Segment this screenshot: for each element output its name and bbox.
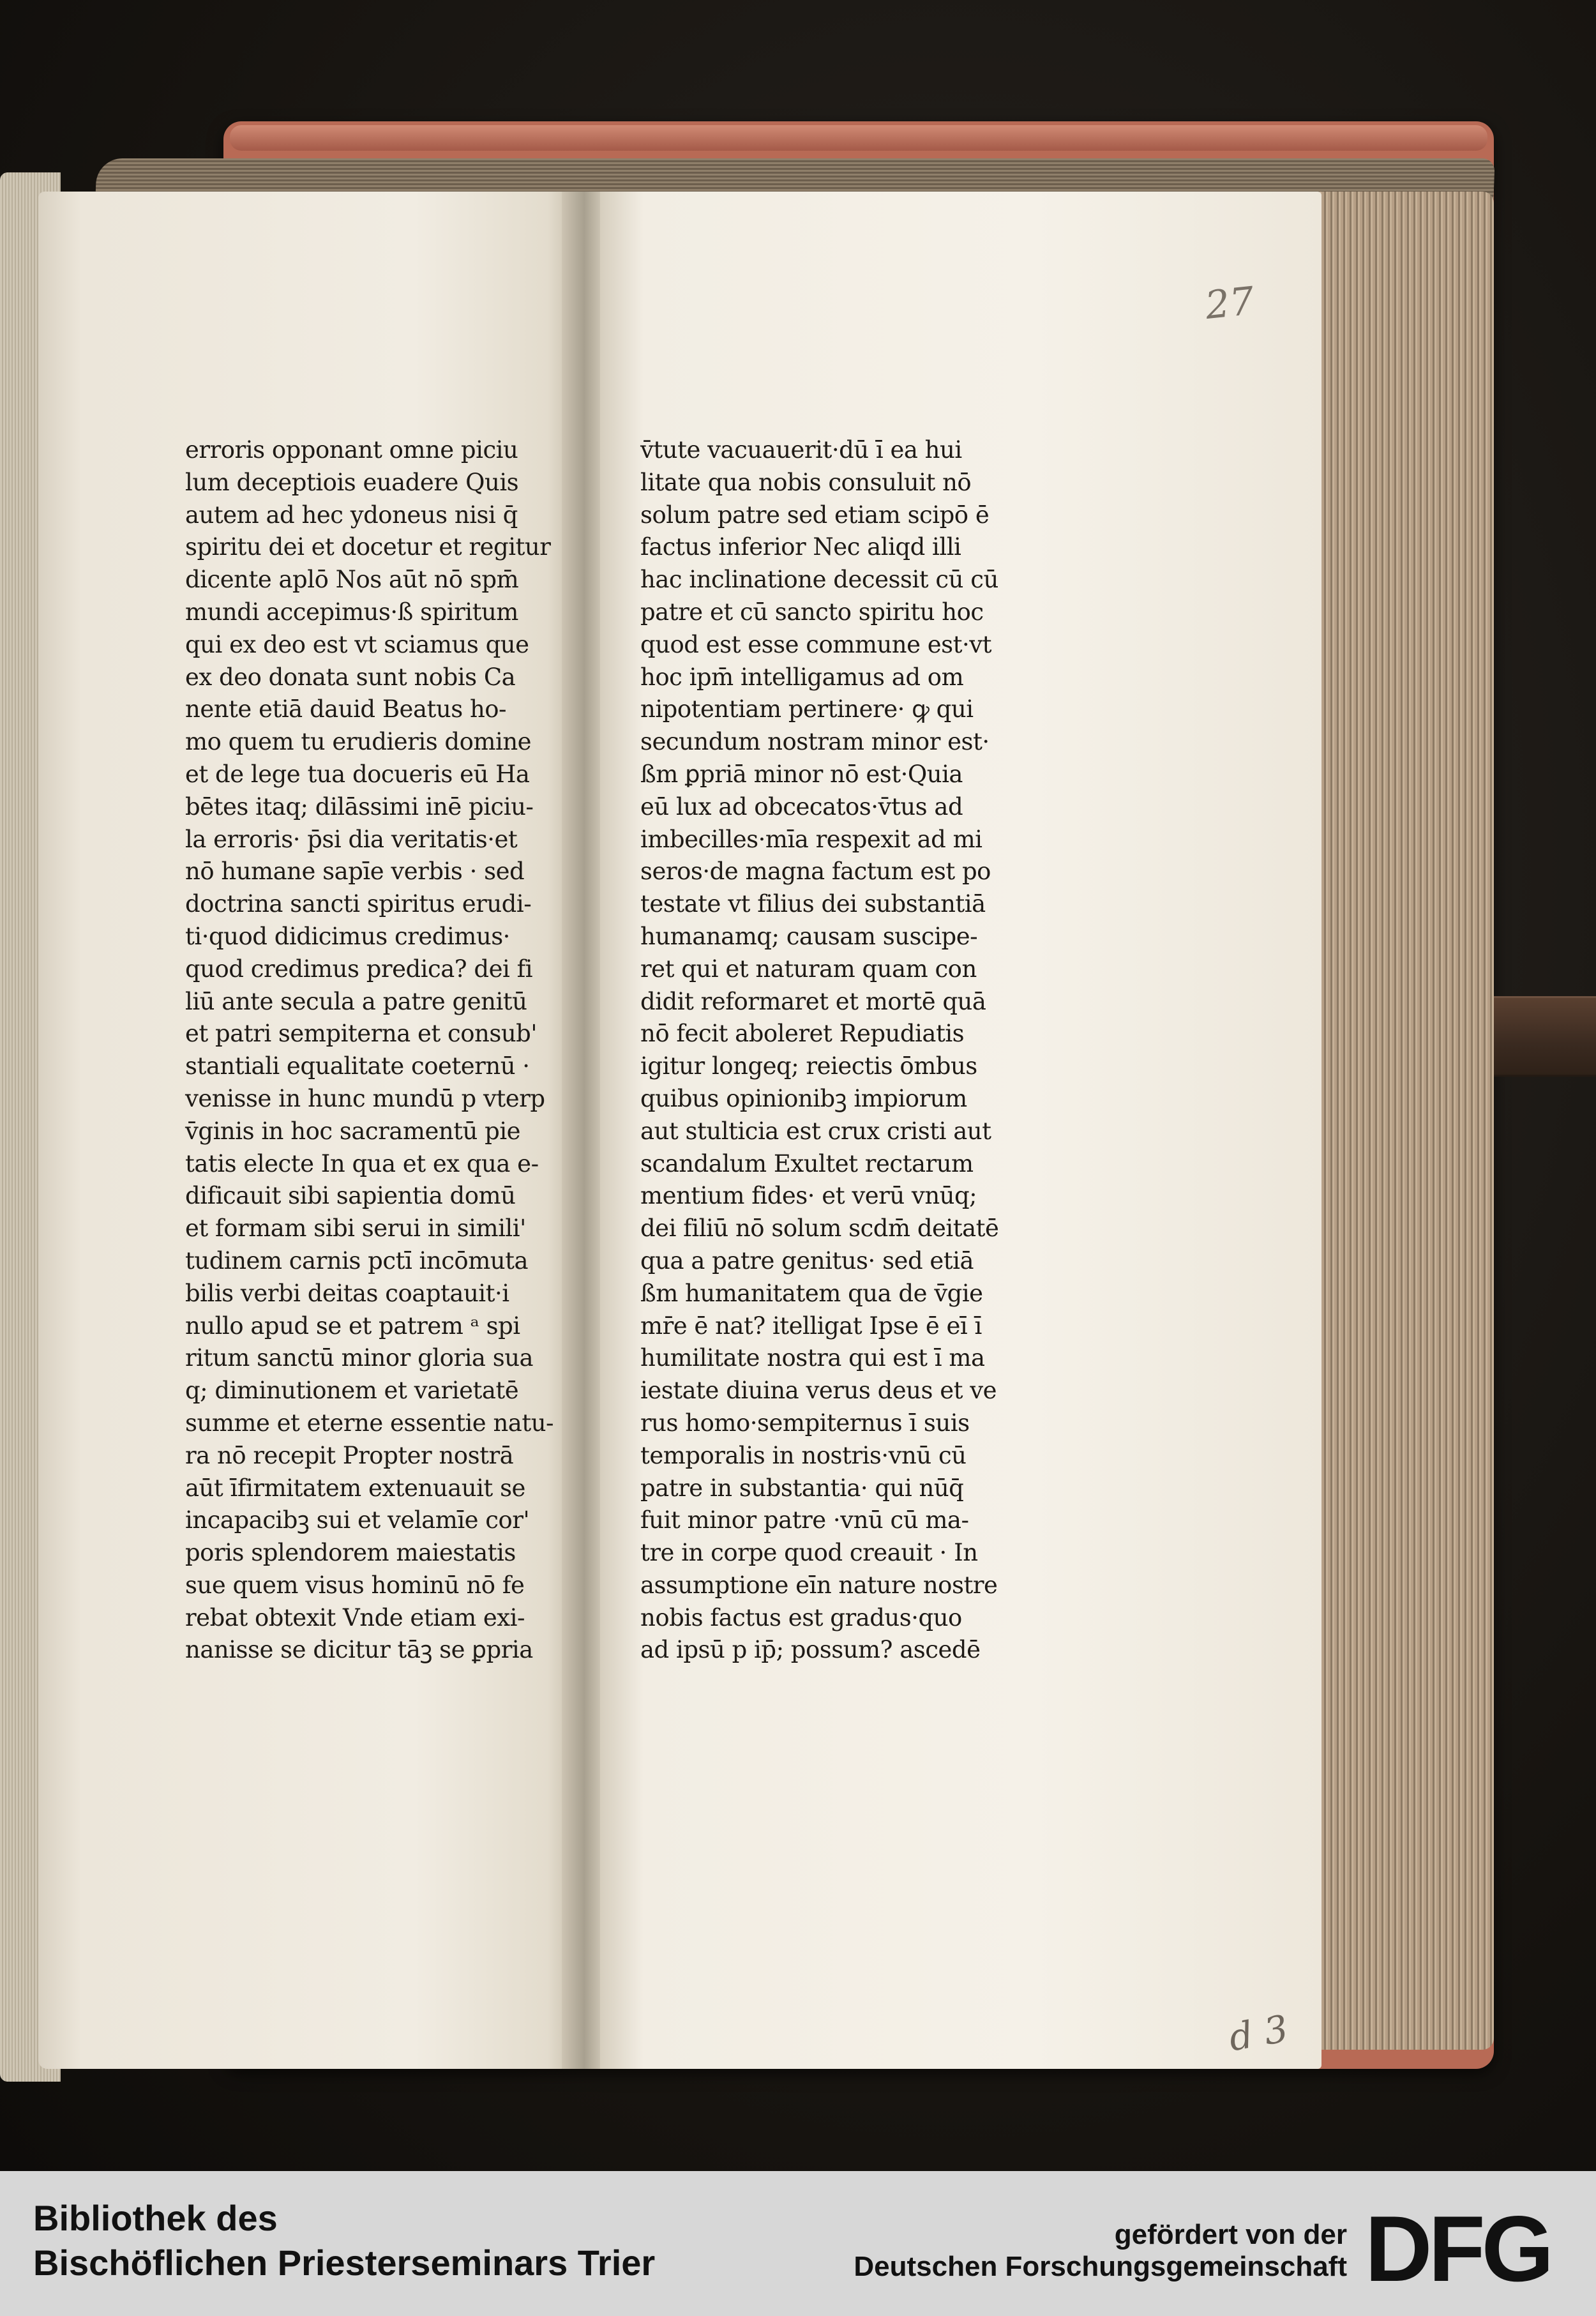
text-line: la erroris· p̄si dia veritatis·et (185, 825, 518, 853)
text-line: scandalum Exultet rectarum (640, 1149, 974, 1177)
text-line: et patri sempiterna et consub' (185, 1020, 538, 1048)
text-line: quod est esse commune est·vt (640, 630, 992, 658)
footer-bar (0, 2171, 1596, 2316)
text-line: stantiali equalitate coeternū · (185, 1052, 530, 1080)
text-line: solum patre sed etiam scipō ē (640, 501, 990, 529)
text-line: dei filiū nō solum scdm̄ deitatē (640, 1215, 999, 1243)
text-line: quibus opinionibꝫ impiorum (640, 1084, 967, 1112)
text-line: hac inclinatione decessit cū cū (640, 566, 998, 594)
text-line: mentium fides· et verū vnūq; (640, 1182, 977, 1210)
text-line: mundi accepimus·ß spiritum (185, 598, 518, 626)
funder-name: Deutschen Forschungsgemeinschaft (854, 2251, 1347, 2282)
text-line: nipotentiam pertinere· ꝙ qui (640, 695, 974, 723)
text-line: tudinem carnis pctī incōmuta (185, 1246, 529, 1275)
text-line: patre et cū sancto spiritu hoc (640, 598, 984, 626)
right-page-stack (1309, 192, 1494, 2050)
text-line: qui ex deo est vt sciamus que (185, 630, 529, 658)
text-line: humanamq; causam suscipe- (640, 922, 978, 950)
text-line: fuit minor patre ·vnū cū ma- (640, 1506, 969, 1534)
text-line: nobis factus est gradus·quo (640, 1603, 962, 1631)
text-line: bētes itaq; dilāssimi inē piciu- (185, 792, 534, 821)
dfg-logo-icon (1365, 2207, 1582, 2289)
text-line: quod credimus predica? dei fi (185, 955, 533, 983)
text-line: v̄tute vacuauerit·dū ī ea hui (640, 436, 962, 464)
text-line: liū ante secula a patre genitū (185, 987, 527, 1015)
text-line: incapacibꝫ sui et velamīe cor' (185, 1506, 530, 1534)
text-line: lum deceptiois euadere Quis (185, 468, 519, 496)
text-line: ret qui et naturam quam con (640, 955, 977, 983)
funded-by-label: gefördert von der (1114, 2219, 1347, 2250)
text-line: ad ipsū p ip̄; possum? ascedē (640, 1636, 981, 1664)
text-line: temporalis in nostris·vnū cū (640, 1441, 967, 1469)
text-line: igitur longeq; reiectis ōmbus (640, 1052, 977, 1080)
text-line: erroris opponant omne piciu (185, 436, 518, 464)
text-line: rebat obtexit Vnde etiam exi- (185, 1603, 525, 1631)
text-line: mo quem tu erudieris domine (185, 728, 532, 756)
signature-mark: d 3 (1225, 2006, 1291, 2060)
text-line: didit reformaret et mortē quā (640, 987, 986, 1015)
text-line: ra nō recepit Propter nostrā (185, 1441, 514, 1469)
text-line: tre in corpe quod creauit · In (640, 1539, 978, 1567)
text-line: tatis electe In qua et ex qua e- (185, 1149, 539, 1177)
text-line: nō humane sapīe verbis · sed (185, 858, 525, 886)
dfg-logo-text: DFG (1365, 2207, 1551, 2289)
text-line: ßm humanitatem qua de v̄gie (640, 1279, 983, 1307)
text-line: sue quem visus hominū nō fe (185, 1571, 525, 1599)
text-line: seros·de magna factum est po (640, 858, 991, 886)
text-line: et de lege tua docueris eū Ha (185, 760, 530, 788)
text-line: litate qua nobis consuluit nō (640, 468, 972, 496)
text-line: testate vt filius dei substantiā (640, 890, 986, 918)
text-line: iestate diuina verus deus et ve (640, 1377, 997, 1405)
text-column-left (185, 434, 568, 1667)
book-clasp (1487, 996, 1596, 1077)
text-line: bilis verbi deitas coaptauit·i (185, 1279, 509, 1307)
text-line: et formam sibi serui in simili' (185, 1215, 526, 1243)
text-line: autem ad hec ydoneus nisi q̄ (185, 501, 518, 529)
text-line: q; diminutionem et varietatē (185, 1377, 519, 1405)
text-line: summe et eterne essentie natu- (185, 1409, 554, 1437)
text-line: patre in substantia· qui nūq̄ (640, 1474, 964, 1502)
text-line: mr̄e ē nat? itelligat Ipse ē eī ī (640, 1312, 982, 1340)
text-line: nullo apud se et patrem ᵃ spi (185, 1312, 520, 1340)
text-line: eū lux ad obcecatos·v̄tus ad (640, 792, 963, 821)
text-line: nente etiā dauid Beatus ho- (185, 695, 507, 723)
text-line: imbecilles·mīa respexit ad mi (640, 825, 982, 853)
text-line: hoc ipm̄ intelligamus ad om (640, 663, 964, 691)
text-line: spiritu dei et docetur et regitur (185, 533, 551, 561)
folio-number: 27 (1203, 278, 1256, 329)
text-line: ti·quod didicimus credimus· (185, 922, 510, 950)
text-column-right (640, 434, 1023, 1667)
text-line: dificauit sibi sapientia domū (185, 1182, 516, 1210)
text-line: rus homo·sempiternus ī suis (640, 1409, 970, 1437)
text-line: poris splendorem maiestatis (185, 1539, 516, 1567)
text-line: v̄ginis in hoc sacramentū pie (185, 1117, 521, 1145)
library-name-line2: Bischöflichen Priesterseminars Trier (33, 2243, 656, 2283)
text-line: qua a patre genitus· sed etiā (640, 1246, 974, 1275)
text-line: nanisse se dicitur tāꝫ se ꝑpria (185, 1636, 533, 1664)
text-line: doctrina sancti spiritus erudi- (185, 890, 532, 918)
text-line: humilitate nostra qui est ī ma (640, 1344, 985, 1372)
text-line: aūt īfirmitatem extenuauit se (185, 1474, 525, 1502)
text-line: dicente aplō Nos aūt nō spm̄ (185, 566, 519, 594)
library-name-line1: Bibliothek des (33, 2198, 278, 2238)
text-line: venisse in hunc mundū p vterp (185, 1084, 545, 1112)
text-line: ex deo donata sunt nobis Ca (185, 663, 516, 691)
text-line: ßm ꝑpriā minor nō est·Quia (640, 760, 963, 788)
text-line: secundum nostram minor est· (640, 728, 990, 756)
text-line: ritum sanctū minor gloria sua (185, 1344, 534, 1372)
text-line: factus inferior Nec aliqd illi (640, 533, 961, 561)
text-line: assumptione eīn nature nostre (640, 1571, 998, 1599)
text-line: aut stulticia est crux cristi aut (640, 1117, 991, 1145)
text-line: nō fecit aboleret Repudiatis (640, 1020, 965, 1048)
